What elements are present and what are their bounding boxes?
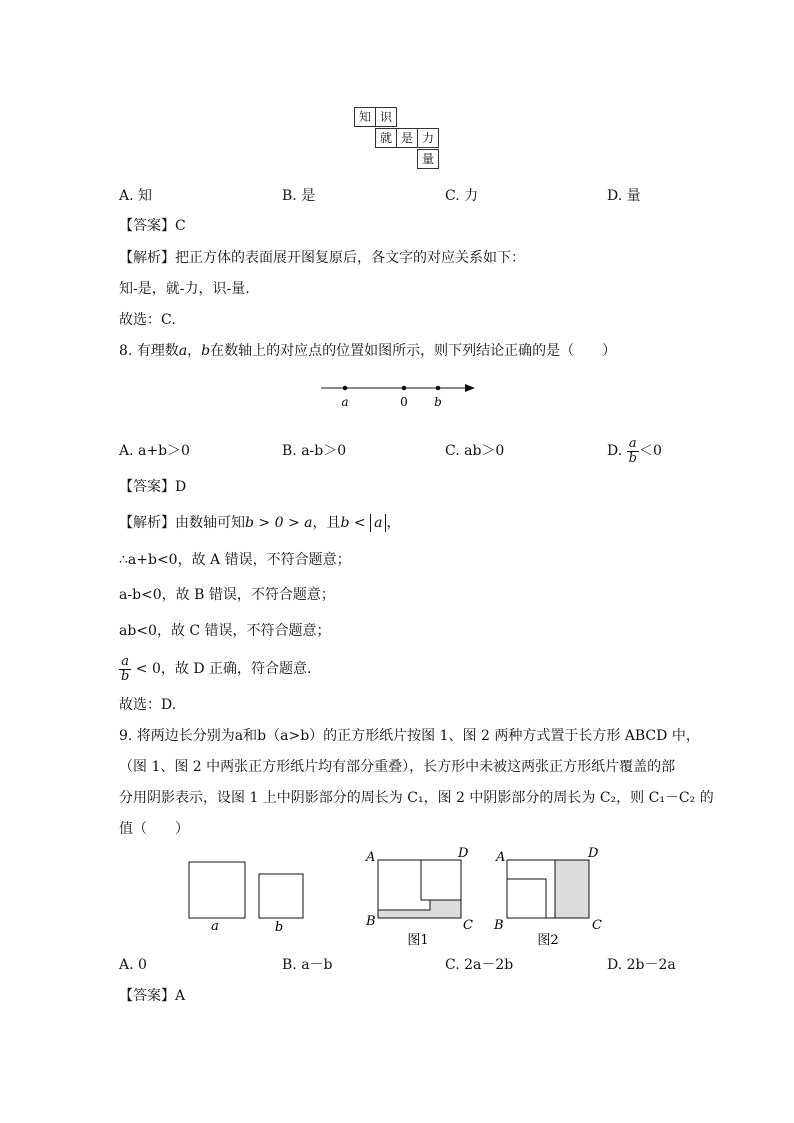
q9-option-b: B. a－b: [282, 957, 333, 973]
point-a: [343, 386, 348, 391]
q8-stem-pre: 有理数: [136, 343, 179, 359]
q9-line-1: 9. 将两边长分别为a和b（a>b）的正方形纸片按图 1、图 2 两种方式置于长方形 ABCD 中，: [119, 728, 700, 744]
q9-line-4: 值（ ）: [119, 821, 189, 837]
point-zero: [402, 386, 407, 391]
square-b-label: b: [274, 920, 284, 935]
q7-explain-2: 知-是，就-力，识-量.: [119, 281, 250, 297]
fig2-label-C: C: [592, 918, 602, 933]
label-a: a: [341, 395, 349, 409]
q8-line-a: ∴a+b<0，故 A 错误，不符合题意；: [119, 552, 351, 568]
q7-answer: 【答案】C: [119, 218, 186, 234]
q8-line-d-text: < 0，故 D 正确，符合题意.: [135, 661, 312, 677]
fig1-label-D: D: [458, 846, 469, 861]
fig1-label-C: C: [463, 918, 473, 933]
q9-option-a: A. 0: [119, 957, 147, 973]
net-cell-zhi: 知: [354, 107, 376, 127]
q7-option-b: B. 是: [282, 188, 316, 204]
q9-line-2: （图 1、图 2 中两张正方形纸片均有部分重叠），长方形中未被这两张正方形纸片覆盖的部: [119, 759, 676, 775]
figure-1: [365, 846, 473, 948]
q9-figures: [180, 843, 620, 953]
net-cell-li: 力: [417, 128, 439, 148]
q8-conclusion: 故选：D.: [119, 697, 177, 713]
q8-line-d: [119, 650, 311, 688]
square-a-label: a: [211, 919, 219, 934]
q9-option-d: D. 2b－2a: [607, 957, 676, 973]
fig2-label-A: A: [496, 850, 506, 865]
point-b: [436, 386, 441, 391]
q8-line-d-fraction: [119, 655, 131, 684]
fig2-caption: 图2: [537, 933, 559, 948]
q8-option-b: B. a-b＞0: [282, 443, 347, 459]
q8-stem-post: 在数轴上的对应点的位置如图所示，则下列结论正确的是（ ）: [210, 343, 617, 359]
q8-option-a: A. a+b＞0: [119, 443, 190, 459]
q8-explain-pre: 【解析】由数轴可知: [119, 515, 245, 531]
fig2-square-b: [507, 879, 546, 918]
fig1-square-b: [421, 860, 461, 900]
number-line: [315, 378, 480, 410]
fig1-label-B: B: [366, 914, 376, 929]
q8-answer: 【答案】D: [119, 479, 187, 495]
net-cell-jiu: 就: [375, 128, 397, 148]
fig2-label-B: B: [494, 918, 504, 933]
q8-option-d-prefix: D.: [607, 443, 623, 459]
q7-conclusion: 故选：C.: [119, 312, 176, 328]
fig2-label-D: D: [588, 846, 599, 861]
q8-number: 8.: [119, 343, 133, 359]
q7-explain-1: 【解析】把正方体的表面展开图复原后，各文字的对应关系如下：: [119, 250, 525, 266]
q8-var-b: b: [201, 343, 211, 359]
net-cell-liang: 量: [417, 149, 439, 169]
q7-option-a: A. 知: [119, 188, 153, 204]
q8-comma: ，: [187, 343, 202, 359]
q7-option-d: D. 量: [607, 188, 641, 204]
q9-option-c: C. 2a－2b: [445, 957, 514, 973]
label-b: b: [434, 395, 442, 409]
square-a: [189, 862, 245, 918]
q8-var-a: a: [178, 343, 188, 359]
label-zero: 0: [400, 395, 408, 409]
q9-answer: 【答案】A: [119, 988, 186, 1004]
q9-line-3: 分用阴影表示，设图 1 上中阴影部分的周长为 C₁，图 2 中阴影部分的周长为 C₂，则 C₁－C₂ 的: [119, 790, 714, 806]
q8-stem: [119, 342, 616, 360]
net-cell-shi: 识: [375, 107, 397, 127]
q8-option-d: [607, 432, 662, 470]
q8-option-c: C. ab＞0: [445, 443, 505, 459]
q8-explain-b-lt: b <: [340, 515, 366, 531]
q7-option-c: C. 力: [445, 188, 479, 204]
q8-line-b: a-b<0，故 B 错误，不符合题意；: [119, 587, 335, 603]
q8-explain-ineq: b > 0 > a: [245, 515, 313, 531]
q8-line-c: ab<0，故 C 错误，不符合题意；: [119, 623, 331, 639]
q8-option-d-fraction: [627, 437, 639, 466]
fraction-numerator: a: [119, 655, 131, 670]
abs-value-a: a: [370, 514, 386, 532]
square-b: [259, 874, 303, 918]
q8-explain: [119, 514, 400, 532]
figure-2: [493, 846, 602, 948]
net-cell-shi2: 是: [396, 128, 418, 148]
q8-explain-end: ，: [386, 515, 401, 531]
fraction-numerator: a: [627, 437, 639, 452]
fig1-label-A: A: [366, 850, 376, 865]
q8-explain-mid: ，且: [312, 515, 341, 531]
q8-option-d-suffix: ＜0: [638, 443, 662, 459]
fraction-denominator: b: [121, 668, 130, 684]
fig2-shaded-region: [555, 860, 589, 918]
fig1-caption: 图1: [407, 933, 429, 948]
fraction-denominator: b: [628, 450, 637, 466]
